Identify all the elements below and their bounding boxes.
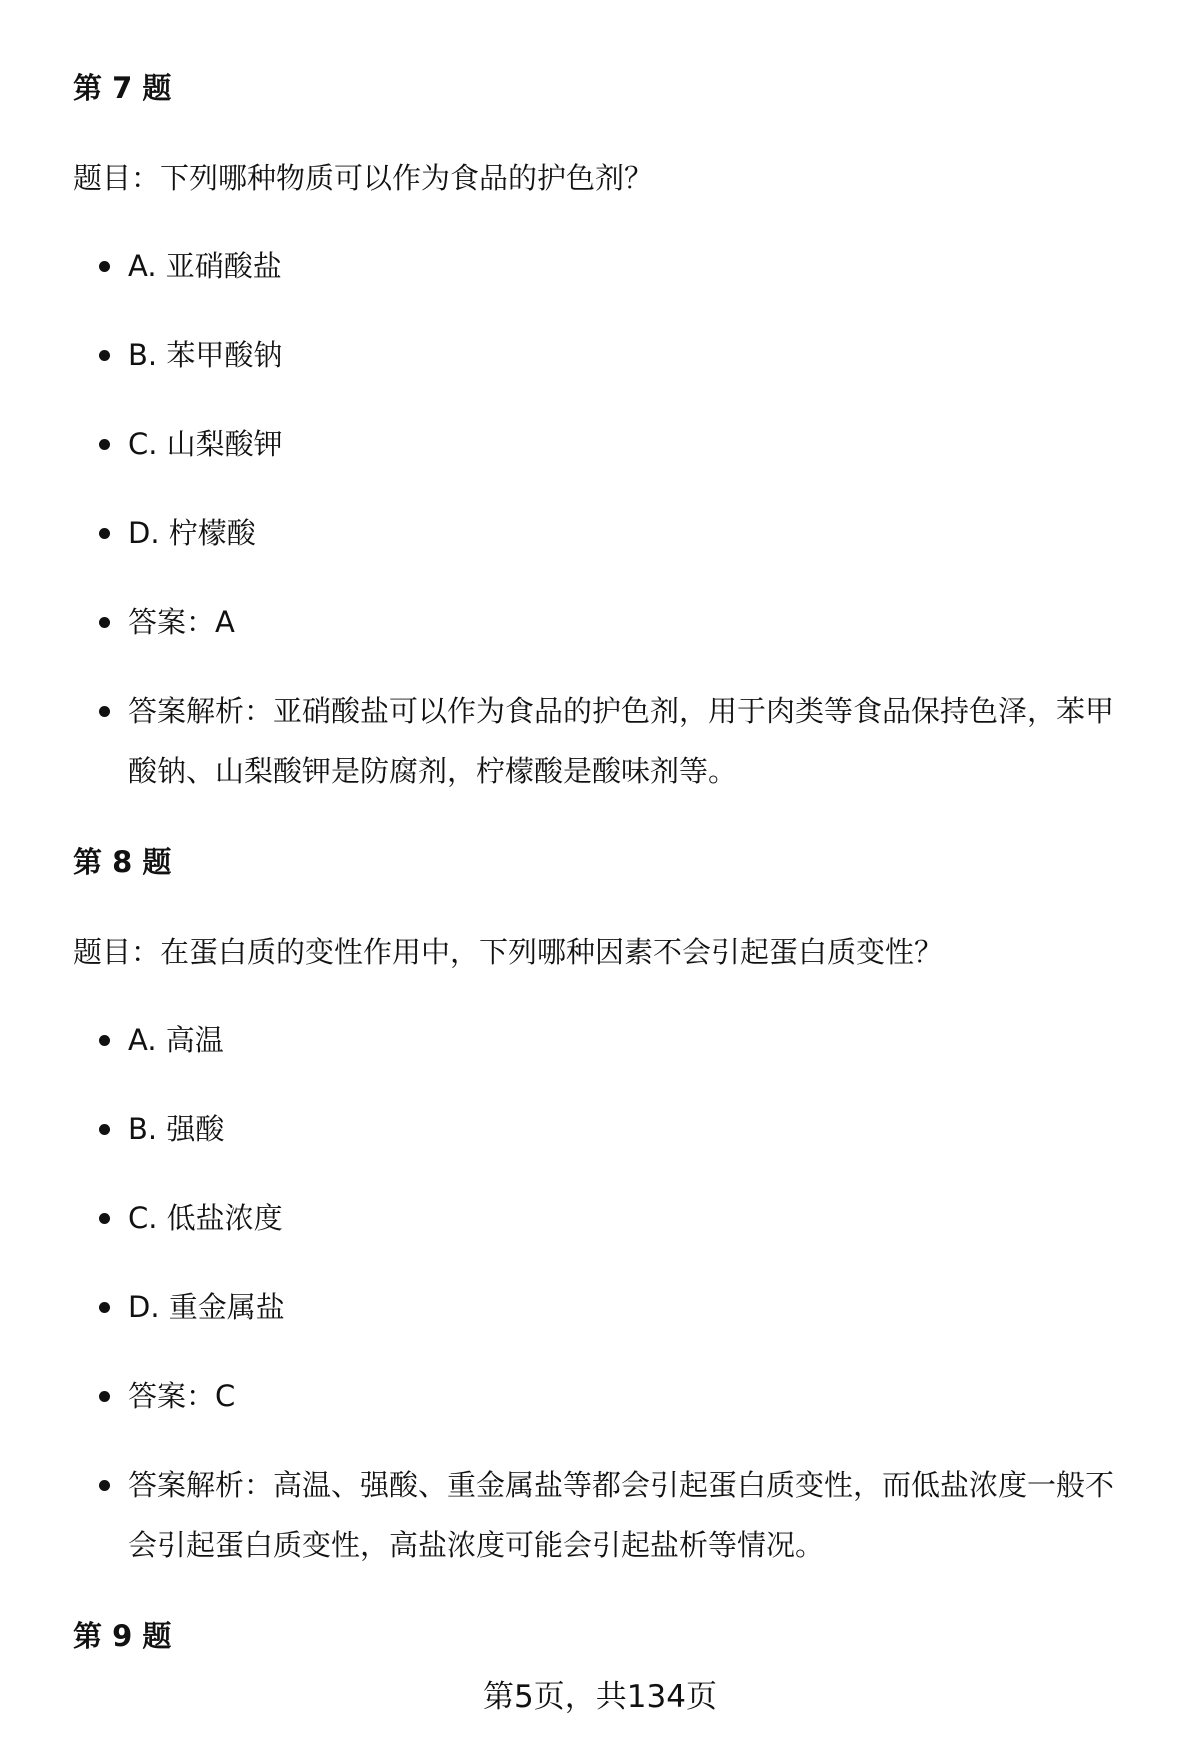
question-heading: 第 7 题 [73, 71, 172, 105]
question-heading: 第 8 题 [73, 845, 172, 879]
list-item-answer [99, 1366, 1149, 1426]
page-number-footer: 第5页，共134页 [483, 1679, 717, 1715]
list-item-answer [99, 592, 1149, 652]
bullet-icon [99, 1213, 110, 1224]
explanation-text: 答案解析：高温、强酸、重金属盐等都会引起蛋白质变性，而低盐浓度一般不会引起蛋白质变性，高盐浓度可能会引起盐析等情况。 [128, 1468, 1115, 1562]
option-text: C. 低盐浓度 [128, 1201, 283, 1235]
bullet-icon [99, 617, 110, 628]
question-stem: 题目：在蛋白质的变性作用中，下列哪种因素不会引起蛋白质变性？ [73, 935, 944, 969]
list-item-option-d [99, 503, 1149, 563]
list-item-option-c [99, 414, 1149, 474]
bullet-icon [99, 350, 110, 361]
bullet-icon [99, 1391, 110, 1402]
bullet-icon [99, 528, 110, 539]
bullet-icon [99, 1124, 110, 1135]
list-item-option-a [99, 1010, 1149, 1070]
list-item-explanation [99, 681, 1149, 801]
bullet-icon [99, 439, 110, 450]
list-item-explanation [99, 1455, 1149, 1575]
question-stem: 题目：下列哪种物质可以作为食品的护色剂？ [73, 161, 654, 195]
option-text: C. 山梨酸钾 [128, 427, 283, 461]
bullet-icon [99, 1302, 110, 1313]
answer-text: 答案：A [128, 605, 235, 639]
bullet-icon [99, 261, 110, 272]
list-item-option-a [99, 236, 1149, 296]
bullet-icon [99, 706, 110, 717]
list-item-option-b [99, 325, 1149, 385]
bullet-icon [99, 1480, 110, 1491]
question-heading: 第 9 题 [73, 1619, 172, 1653]
bullet-icon [99, 1035, 110, 1046]
option-text: A. 高温 [128, 1023, 224, 1057]
list-item-option-d [99, 1277, 1149, 1337]
option-text: D. 柠檬酸 [128, 516, 256, 550]
list-item-option-b [99, 1099, 1149, 1159]
option-text: A. 亚硝酸盐 [128, 249, 282, 283]
answer-text: 答案：C [128, 1379, 236, 1413]
list-item-option-c [99, 1188, 1149, 1248]
option-text: B. 强酸 [128, 1112, 225, 1146]
option-text: B. 苯甲酸钠 [128, 338, 283, 372]
explanation-text: 答案解析：亚硝酸盐可以作为食品的护色剂，用于肉类等食品保持色泽，苯甲酸钠、山梨酸钾是防腐剂，柠檬酸是酸味剂等。 [128, 694, 1115, 788]
option-text: D. 重金属盐 [128, 1290, 285, 1324]
